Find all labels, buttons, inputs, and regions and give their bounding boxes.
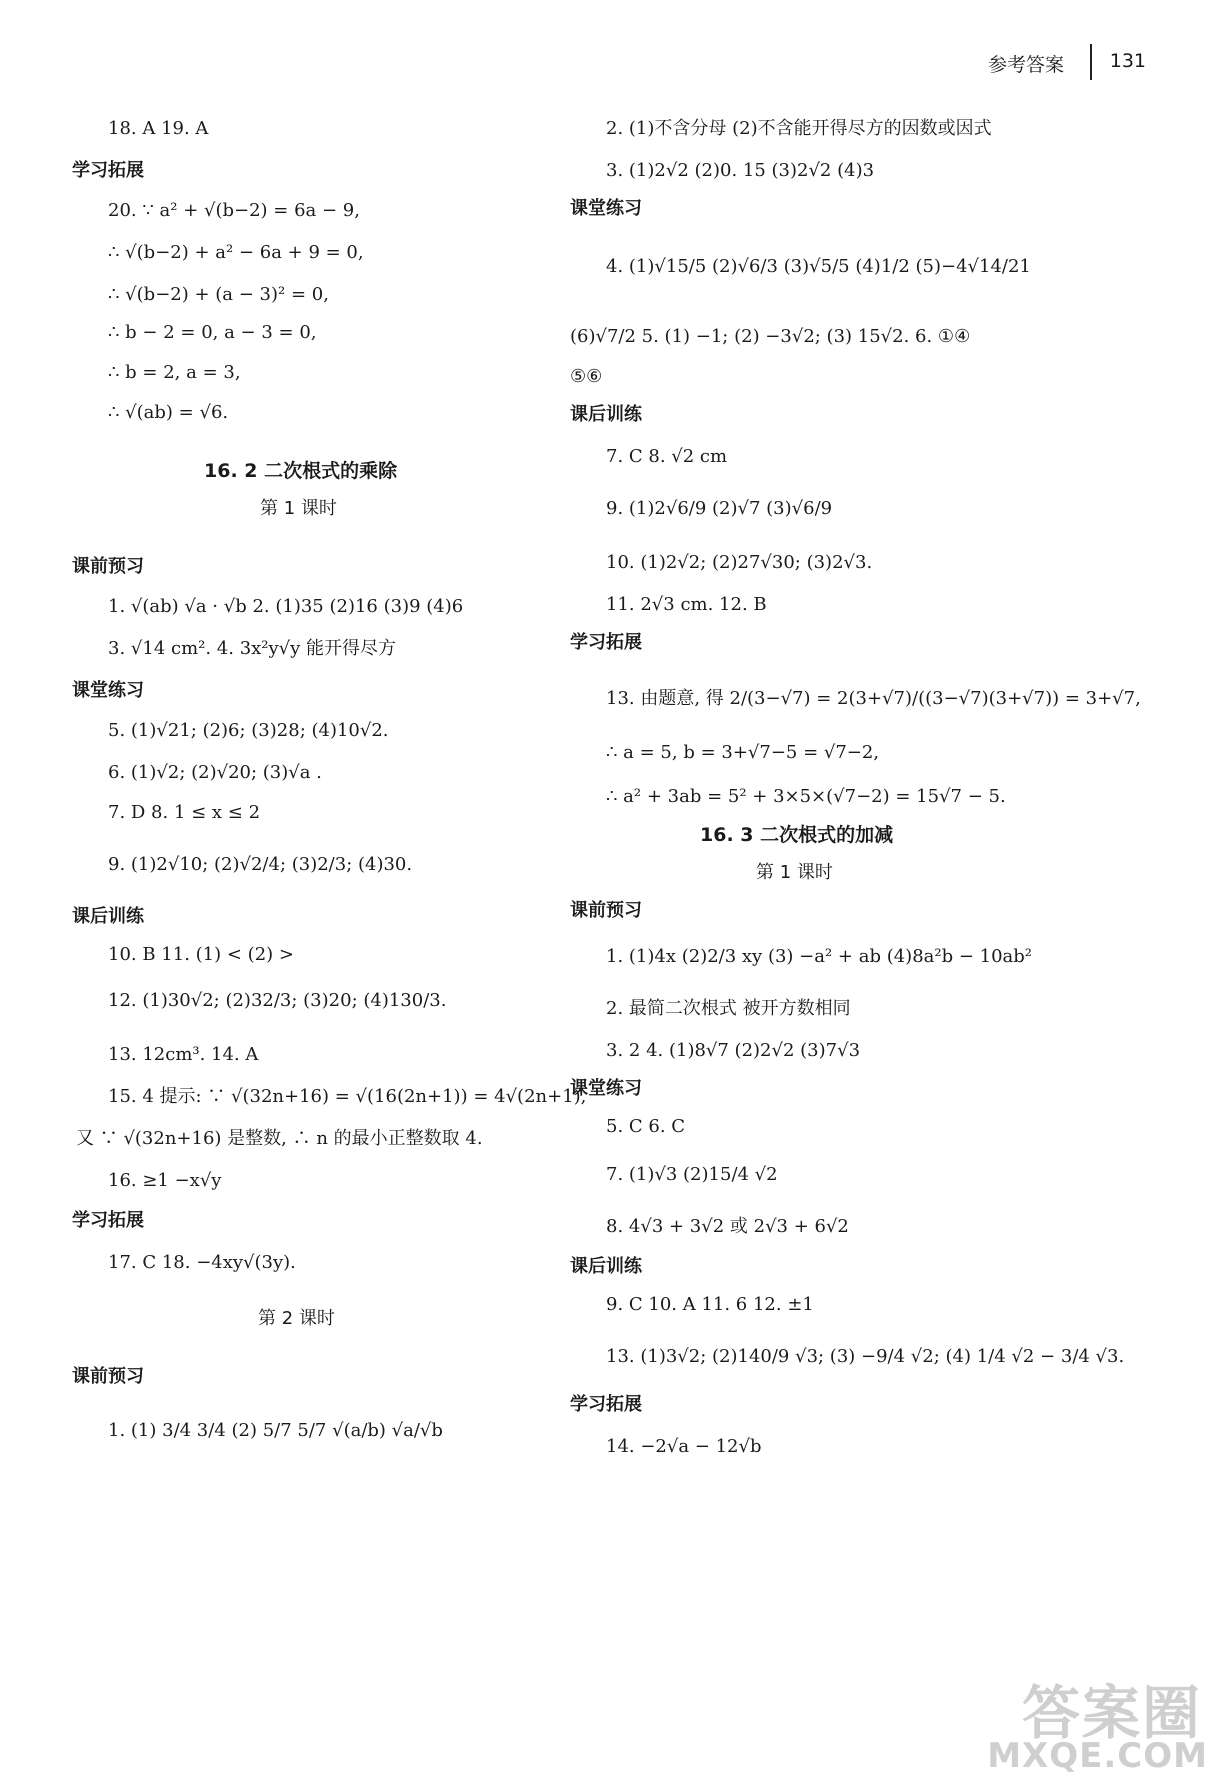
section-label: 学习拓展 xyxy=(72,160,144,181)
answer-line: 3. 2 4. (1)8√7 (2)2√2 (3)7√3 xyxy=(606,1040,861,1061)
answer-line: ∴ a² + 3ab = 5² + 3×5×(√7−2) = 15√7 − 5. xyxy=(606,786,1006,807)
answer-line: 11. 2√3 cm. 12. B xyxy=(606,594,767,615)
answer-line: ∴ √(ab) = √6. xyxy=(108,402,229,423)
answer-line: 2. (1)不含分母 (2)不含能开得尽方的因数或因式 xyxy=(606,118,992,139)
answer-line: (6)√7/2 5. (1) −1; (2) −3√2; (3) 15√2. 6. ①④ xyxy=(570,326,971,347)
chapter-heading: 16. 3 二次根式的加减 xyxy=(700,824,894,846)
answer-line: 5. C 6. C xyxy=(606,1116,686,1137)
answer-line: 13. (1)3√2; (2)140/9 √3; (3) −9/4 √2; (4) 1/4 √2 − 3/4 √3. xyxy=(606,1346,1125,1367)
answer-line: 又 ∵ √(32n+16) 是整数, ∴ n 的最小正整数取 4. xyxy=(76,1128,483,1149)
section-label: 课堂练习 xyxy=(570,198,642,219)
page-number: 131 xyxy=(1109,50,1146,72)
answer-line: 7. C 8. √2 cm xyxy=(606,446,728,467)
section-label: 课后训练 xyxy=(72,906,144,927)
section-label: 课堂练习 xyxy=(72,680,144,701)
section-label: 课后训练 xyxy=(570,1256,642,1277)
answer-line: 13. 12cm³. 14. A xyxy=(108,1044,259,1065)
answer-line: 10. (1)2√2; (2)27√30; (3)2√3. xyxy=(606,552,873,573)
answer-line: 4. (1)√15/5 (2)√6/3 (3)√5/5 (4)1/2 (5)−4√14/21 xyxy=(606,256,1031,277)
watermark-domain: MXQE.COM xyxy=(987,1736,1208,1776)
header-title: 参考答案 xyxy=(987,54,1064,76)
lesson-label: 第 1 课时 xyxy=(756,862,833,883)
answer-line: 12. (1)30√2; (2)32/3; (3)20; (4)130/3. xyxy=(108,990,447,1011)
section-label: 课前预习 xyxy=(570,900,642,921)
header-divider xyxy=(1090,44,1092,80)
section-label: 学习拓展 xyxy=(570,632,642,653)
answer-line: 7. D 8. 1 ≤ x ≤ 2 xyxy=(108,802,261,823)
answer-line: 1. (1) 3/4 3/4 (2) 5/7 5/7 √(a/b) √a/√b xyxy=(108,1420,443,1441)
answer-line: 5. (1)√21; (2)6; (3)28; (4)10√2. xyxy=(108,720,389,741)
answer-line: 18. A 19. A xyxy=(108,118,209,139)
answer-line: 8. 4√3 + 3√2 或 2√3 + 6√2 xyxy=(606,1216,849,1237)
answer-line: 9. (1)2√10; (2)√2/4; (3)2/3; (4)30. xyxy=(108,854,413,875)
answer-line: 6. (1)√2; (2)√20; (3)√a . xyxy=(108,762,322,783)
section-label: 学习拓展 xyxy=(72,1210,144,1231)
answer-line: ∴ √(b−2) + a² − 6a + 9 = 0, xyxy=(108,242,364,263)
lesson-label: 第 1 课时 xyxy=(260,498,337,519)
answer-line: 2. 最简二次根式 被开方数相同 xyxy=(606,998,851,1019)
answer-line: 1. √(ab) √a · √b 2. (1)35 (2)16 (3)9 (4)6 xyxy=(108,596,464,617)
answer-line: 9. (1)2√6/9 (2)√7 (3)√6/9 xyxy=(606,498,833,519)
answer-line: ∴ a = 5, b = 3+√7−5 = √7−2, xyxy=(606,742,880,763)
answer-line: 10. B 11. (1) < (2) > xyxy=(108,944,294,965)
section-label: 课前预习 xyxy=(72,556,144,577)
answer-line: 14. −2√a − 12√b xyxy=(606,1436,762,1457)
answer-line: 7. (1)√3 (2)15/4 √2 xyxy=(606,1164,778,1185)
section-label: 课前预习 xyxy=(72,1366,144,1387)
answer-line: 15. 4 提示: ∵ √(32n+16) = √(16(2n+1)) = 4√(2n+1), xyxy=(108,1086,587,1107)
section-label: 学习拓展 xyxy=(570,1394,642,1415)
answer-line: 17. C 18. −4xy√(3y). xyxy=(108,1252,296,1273)
answer-line: 16. ≥1 −x√y xyxy=(108,1170,222,1191)
answer-line: 3. √14 cm². 4. 3x²y√y 能开得尽方 xyxy=(108,638,397,659)
answer-line: ∴ √(b−2) + (a − 3)² = 0, xyxy=(108,284,329,305)
answer-line: ⑤⑥ xyxy=(570,366,603,387)
answer-line: 20. ∵ a² + √(b−2) = 6a − 9, xyxy=(108,200,360,221)
chapter-heading: 16. 2 二次根式的乘除 xyxy=(204,460,398,482)
answer-line: 3. (1)2√2 (2)0. 15 (3)2√2 (4)3 xyxy=(606,160,875,181)
answer-line: 9. C 10. A 11. 6 12. ±1 xyxy=(606,1294,814,1315)
lesson-label: 第 2 课时 xyxy=(258,1308,335,1329)
section-label: 课后训练 xyxy=(570,404,642,425)
watermark-logo xyxy=(962,1666,1212,1776)
answer-line: 1. (1)4x (2)2/3 xy (3) −a² + ab (4)8a²b − 10ab² xyxy=(606,946,1033,967)
page-header xyxy=(788,44,1188,84)
watermark-text: 答案圈 xyxy=(1021,1679,1202,1747)
section-label: 课堂练习 xyxy=(570,1078,642,1099)
answer-line: ∴ b − 2 = 0, a − 3 = 0, xyxy=(108,322,317,343)
answer-line: 13. 由题意, 得 2/(3−√7) = 2(3+√7)/((3−√7)(3+√7)) = 3+√7, xyxy=(606,688,1141,709)
answer-line: ∴ b = 2, a = 3, xyxy=(108,362,241,383)
